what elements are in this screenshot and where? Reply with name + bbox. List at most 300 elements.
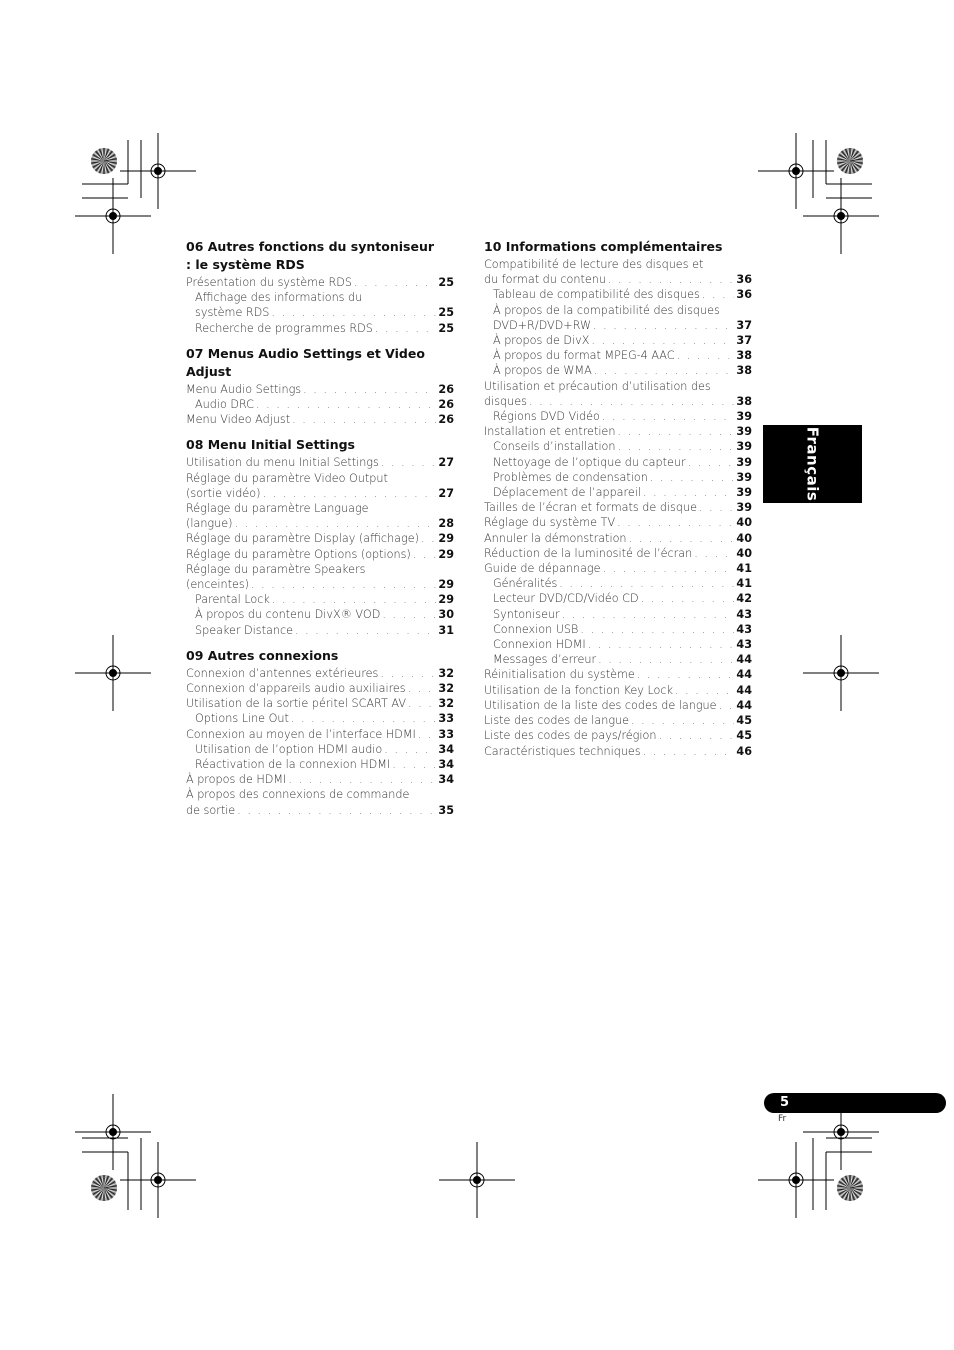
toc-entry <box>484 667 752 682</box>
toc-entry <box>186 757 454 772</box>
entry-line <box>186 531 454 546</box>
entry-text: À propos de HDMI <box>186 773 287 787</box>
dot-leader <box>588 637 735 652</box>
toc-right-column <box>484 238 752 768</box>
entry-line <box>195 623 454 638</box>
crosshair-mark <box>120 1142 196 1218</box>
toc-entry <box>484 485 752 500</box>
entry-page-number: 44 <box>736 668 752 682</box>
entry-line <box>186 562 454 577</box>
dot-leader <box>643 744 735 759</box>
toc-entry <box>484 622 752 637</box>
entry-page-number: 34 <box>438 758 454 772</box>
entry-line <box>484 257 752 272</box>
entry-text: Réglage du système TV <box>484 516 616 530</box>
dot-leader <box>694 546 734 561</box>
toc-entry <box>186 290 454 320</box>
entry-page-number: 29 <box>438 532 454 546</box>
entry-text: Options Line Out <box>195 712 289 726</box>
toc-section <box>186 436 454 637</box>
dot-leader <box>303 382 436 397</box>
dot-leader <box>580 622 734 637</box>
toc-entry <box>484 439 752 454</box>
toc-entry <box>186 772 454 787</box>
toc-entry <box>186 321 454 336</box>
rosette-mark <box>837 148 863 174</box>
entry-line <box>186 455 454 470</box>
entry-line <box>484 728 752 743</box>
entry-page-number: 25 <box>438 276 454 289</box>
toc-section <box>484 238 752 759</box>
entry-page-number: 33 <box>438 727 454 741</box>
dot-leader <box>421 531 436 546</box>
toc-entry <box>484 652 752 667</box>
entry-page-number: 44 <box>736 653 752 667</box>
section-heading: 09 Autres connexions <box>186 647 339 663</box>
entry-text: À propos du format MPEG-4 AAC <box>493 349 675 363</box>
dot-leader <box>594 363 735 378</box>
dot-leader <box>418 727 437 742</box>
dot-leader <box>256 397 436 412</box>
toc-entry <box>186 711 454 726</box>
entry-line <box>186 772 454 787</box>
entry-text: Utilisation de la sortie péritel SCART AV <box>186 697 406 711</box>
entry-page-number: 40 <box>736 546 752 560</box>
toc-entry <box>484 546 752 561</box>
dot-leader <box>593 318 734 333</box>
entry-line <box>493 591 752 606</box>
entry-text: À propos de DivX <box>493 334 590 348</box>
entry-page-number: 25 <box>438 306 454 320</box>
toc-entry <box>186 592 454 607</box>
toc-entry <box>484 333 752 348</box>
entry-text: Réglage du paramètre Options (options) <box>186 547 411 561</box>
toc-entry <box>484 515 752 530</box>
toc-left-column <box>186 238 454 827</box>
dot-leader <box>602 409 735 424</box>
toc-entry <box>186 397 454 412</box>
entry-line <box>493 485 752 500</box>
entry-text: Conseils d’installation <box>493 440 616 454</box>
toc-entry <box>484 470 752 485</box>
entry-line <box>186 501 454 516</box>
dot-leader <box>629 531 735 546</box>
toc-entry <box>484 257 752 287</box>
entry-text: Menu Audio Settings <box>186 382 302 396</box>
entry-text: Audio DRC <box>195 398 254 412</box>
entry-text: de sortie <box>186 803 236 817</box>
entry-text: Affichage des informations du <box>195 291 363 305</box>
entry-page-number: 26 <box>438 413 454 427</box>
entry-line <box>484 698 752 713</box>
entry-line <box>484 546 752 561</box>
entry-line <box>484 667 752 682</box>
entry-text: Réinitialisation du système <box>484 668 635 682</box>
entry-page-number: 32 <box>438 666 454 680</box>
entry-text: Réglage du paramètre Display (affichage) <box>186 532 419 546</box>
dot-leader <box>375 321 437 336</box>
entry-page-number: 39 <box>736 470 752 484</box>
entry-text: Guide de dépannage <box>484 562 601 576</box>
toc-entry <box>484 379 752 409</box>
toc-entry <box>186 742 454 757</box>
entry-line <box>186 727 454 742</box>
toc-entry <box>484 591 752 606</box>
entry-page-number: 41 <box>736 562 752 576</box>
section-heading: 08 Menu Initial Settings <box>186 437 355 453</box>
dot-leader <box>643 485 734 500</box>
dot-leader <box>382 607 436 622</box>
entry-line <box>195 592 454 607</box>
entry-line <box>195 607 454 622</box>
entry-page-number: 34 <box>438 742 454 756</box>
entry-text: Connexion d’antennes extérieures <box>186 666 379 680</box>
toc-section <box>186 345 454 428</box>
toc-entry <box>186 275 454 290</box>
entry-text: Menu Video Adjust <box>186 413 291 427</box>
entry-line <box>493 287 752 302</box>
entry-page-number: 33 <box>438 712 454 726</box>
entry-text: Speaker Distance <box>195 623 293 637</box>
toc-entry <box>186 727 454 742</box>
dot-leader <box>272 592 437 607</box>
entry-line <box>186 516 454 531</box>
entry-text: Utilisation de l’option HDMI audio <box>195 742 383 756</box>
entry-text: Réactivation de la connexion HDMI <box>195 758 391 772</box>
entry-text: Utilisation et précaution d’utilisation des <box>484 379 711 393</box>
toc-entry <box>484 287 752 302</box>
entry-line <box>484 515 752 530</box>
entry-text: Présentation du système RDS <box>186 276 352 289</box>
entry-line <box>186 275 454 290</box>
rosette-mark <box>837 1175 863 1201</box>
entry-page-number: 39 <box>736 501 752 515</box>
entry-page-number: 40 <box>736 516 752 530</box>
entry-line <box>186 486 454 501</box>
toc-entry <box>186 382 454 397</box>
entry-page-number: 45 <box>736 714 752 728</box>
toc-entry <box>186 501 454 531</box>
crosshair-mark <box>75 178 151 254</box>
dot-leader <box>608 272 735 287</box>
toc-entry <box>484 744 752 759</box>
rosette-mark <box>91 148 117 174</box>
entry-text: À propos des connexions de commande <box>186 788 410 802</box>
entry-text: Réglage du paramètre Language <box>186 502 369 516</box>
entry-line <box>493 470 752 485</box>
dot-leader <box>392 757 436 772</box>
entry-line <box>493 318 752 333</box>
toc-entry <box>484 348 752 363</box>
toc-entry <box>484 409 752 424</box>
toc-entry <box>484 303 752 333</box>
toc-entry <box>484 607 752 622</box>
toc-entry <box>186 607 454 622</box>
entry-line <box>195 305 454 320</box>
entry-line <box>186 577 454 592</box>
dot-leader <box>677 348 735 363</box>
entry-page-number: 41 <box>736 577 752 591</box>
entry-text: Nettoyage de l’optique du capteur <box>493 455 686 469</box>
entry-line <box>186 382 454 397</box>
dot-leader <box>291 711 437 726</box>
toc-entry <box>186 547 454 562</box>
entry-text: Utilisation de la fonction Key Lock <box>484 683 673 697</box>
entry-line <box>186 547 454 562</box>
entry-page-number: 39 <box>736 410 752 424</box>
dot-leader <box>637 667 735 682</box>
entry-page-number: 43 <box>736 607 752 621</box>
entry-line <box>484 744 752 759</box>
entry-text: système RDS <box>195 306 270 320</box>
entry-line <box>186 803 454 818</box>
dot-leader <box>591 333 734 348</box>
dot-leader <box>234 516 436 531</box>
dot-leader <box>292 412 436 427</box>
entry-page-number: 39 <box>736 440 752 454</box>
dot-leader <box>631 713 734 728</box>
toc-entry <box>484 561 752 576</box>
toc-section <box>186 647 454 818</box>
entry-line <box>484 531 752 546</box>
entry-page-number: 29 <box>438 578 454 592</box>
entry-page-number: 44 <box>736 683 752 697</box>
entry-text: Généralités <box>493 577 558 591</box>
entry-text: À propos de la compatibilité des disques <box>493 303 720 317</box>
entry-line <box>493 333 752 348</box>
entry-text: Déplacement de l’appareil <box>493 486 641 500</box>
entry-line <box>186 787 454 802</box>
language-tab-label: Français <box>803 426 822 502</box>
toc-entry <box>186 455 454 470</box>
entry-page-number: 36 <box>736 288 752 302</box>
entry-text: (sortie vidéo) <box>186 486 261 500</box>
entry-text: Caractéristiques techniques <box>484 744 641 758</box>
entry-line <box>186 681 454 696</box>
entry-page-number: 45 <box>736 729 752 743</box>
dot-leader <box>251 577 436 592</box>
entry-page-number: 29 <box>438 593 454 607</box>
entry-page-number: 39 <box>736 486 752 500</box>
entry-page-number: 39 <box>736 455 752 469</box>
entry-text: du format du contenu <box>484 273 606 287</box>
dot-leader <box>408 681 437 696</box>
entry-page-number: 37 <box>736 318 752 332</box>
crosshair-mark <box>120 133 196 209</box>
entry-line <box>186 412 454 427</box>
section-heading: 06 Autres fonctions du syntoniseur : le système RDS <box>186 239 435 272</box>
dot-leader <box>263 486 437 501</box>
entry-line <box>195 397 454 412</box>
entry-page-number: 27 <box>438 486 454 500</box>
entry-line <box>493 455 752 470</box>
entry-page-number: 44 <box>736 698 752 712</box>
page-language-code: Fr <box>778 1114 787 1124</box>
entry-text: Utilisation de la liste des codes de langue <box>484 698 717 712</box>
entry-page-number: 34 <box>438 773 454 787</box>
entry-page-number: 39 <box>736 425 752 439</box>
entry-page-number: 31 <box>438 623 454 637</box>
dot-leader <box>413 547 437 562</box>
dot-leader <box>699 500 734 515</box>
toc-entry <box>484 698 752 713</box>
toc-entry <box>484 455 752 470</box>
toc-entry <box>186 412 454 427</box>
entry-line <box>493 409 752 424</box>
rosette-mark <box>91 1175 117 1201</box>
toc-entry <box>484 424 752 439</box>
entry-line <box>484 713 752 728</box>
entry-text: disques <box>484 394 527 408</box>
entry-text: Réglage du paramètre Video Output <box>186 471 388 485</box>
entry-text: Tailles de l’écran et formats de disque <box>484 501 697 515</box>
entry-text: Réglage du paramètre Speakers <box>186 562 366 576</box>
entry-line <box>195 290 454 305</box>
crosshair-mark <box>439 1142 515 1218</box>
entry-text: (enceintes) <box>186 578 250 592</box>
entry-text: Recherche de programmes RDS <box>195 321 373 335</box>
section-heading: 07 Menus Audio Settings et Video Adjust <box>186 345 425 379</box>
dot-leader <box>381 455 437 470</box>
dot-leader <box>641 591 735 606</box>
entry-text: Annuler la démonstration <box>484 531 627 545</box>
entry-page-number: 30 <box>438 608 454 622</box>
entry-line <box>493 303 752 318</box>
dot-leader <box>559 576 734 591</box>
entry-page-number: 35 <box>438 803 454 817</box>
dot-leader <box>603 561 735 576</box>
entry-line <box>484 379 752 394</box>
toc-entry <box>186 666 454 681</box>
entry-line <box>493 439 752 454</box>
entry-line <box>493 607 752 622</box>
entry-line <box>484 683 752 698</box>
toc-entry <box>484 576 752 591</box>
entry-line <box>493 348 752 363</box>
toc-entry <box>484 637 752 652</box>
entry-text: DVD+R/DVD+RW <box>493 318 592 332</box>
entry-text: Lecteur DVD/CD/Vidéo CD <box>493 592 639 606</box>
entry-line <box>186 471 454 486</box>
entry-text: Installation et entretien <box>484 425 616 439</box>
entry-text: À propos du contenu DivX® VOD <box>195 608 381 622</box>
entry-page-number: 38 <box>736 394 752 408</box>
crosshair-mark <box>803 635 879 711</box>
entry-line <box>195 711 454 726</box>
entry-line <box>195 321 454 336</box>
entry-line <box>484 561 752 576</box>
dot-leader <box>675 683 734 698</box>
entry-line <box>186 696 454 711</box>
entry-text: Régions DVD Vidéo <box>493 410 600 424</box>
entry-page-number: 43 <box>736 622 752 636</box>
toc-entry <box>484 363 752 378</box>
toc-entry <box>484 500 752 515</box>
toc-entry <box>186 562 454 592</box>
entry-page-number: 28 <box>438 517 454 531</box>
entry-text: Liste des codes de langue <box>484 714 630 728</box>
crosshair-mark <box>75 635 151 711</box>
entry-page-number: 26 <box>438 398 454 412</box>
entry-page-number: 25 <box>438 321 454 335</box>
entry-line <box>493 576 752 591</box>
entry-text: Messages d’erreur <box>493 653 597 667</box>
entry-page-number: 32 <box>438 682 454 696</box>
entry-text: Parental Lock <box>195 593 270 607</box>
dot-leader <box>598 652 734 667</box>
dot-leader <box>380 666 436 681</box>
entry-text: Compatibilité de lecture des disques et <box>484 258 704 271</box>
dot-leader <box>354 275 436 290</box>
entry-page-number: 26 <box>438 382 454 396</box>
entry-text: Utilisation du menu Initial Settings <box>186 456 379 470</box>
toc-entry <box>186 696 454 711</box>
toc-entry <box>484 531 752 546</box>
entry-line <box>493 622 752 637</box>
entry-page-number: 38 <box>736 364 752 378</box>
dot-leader <box>237 803 436 818</box>
dot-leader <box>658 728 734 743</box>
dot-leader <box>288 772 436 787</box>
entry-text: Syntoniseur <box>493 607 560 621</box>
entry-page-number: 46 <box>736 744 752 758</box>
toc-entry <box>186 471 454 501</box>
entry-line <box>493 637 752 652</box>
entry-text: Connexion d’appareils audio auxiliaires <box>186 682 406 696</box>
toc-entry <box>186 681 454 696</box>
entry-line <box>484 424 752 439</box>
dot-leader <box>650 470 735 485</box>
entry-page-number: 36 <box>736 273 752 287</box>
dot-leader <box>702 287 735 302</box>
entry-page-number: 38 <box>736 349 752 363</box>
crosshair-mark <box>75 1094 151 1170</box>
entry-line <box>195 742 454 757</box>
toc-entry <box>484 713 752 728</box>
entry-line <box>195 757 454 772</box>
dot-leader <box>617 515 734 530</box>
page-number-badge <box>764 1093 946 1113</box>
crosshair-mark <box>758 133 834 209</box>
entry-page-number: 37 <box>736 334 752 348</box>
dot-leader <box>618 439 735 454</box>
entry-text: Liste des codes de pays/région <box>484 729 657 743</box>
toc-section <box>186 238 454 336</box>
entry-line <box>484 500 752 515</box>
toc-entry <box>186 787 454 817</box>
entry-text: Connexion USB <box>493 622 579 636</box>
dot-leader <box>719 698 735 713</box>
entry-text: À propos de WMA <box>493 364 592 378</box>
dot-leader <box>295 623 436 638</box>
entry-text: Réduction de la luminosité de l’écran <box>484 546 693 560</box>
toc-entry <box>186 531 454 546</box>
toc-entry <box>186 623 454 638</box>
entry-text: Problèmes de condensation <box>493 470 648 484</box>
entry-text: Connexion au moyen de l’interface HDMI <box>186 727 416 741</box>
dot-leader <box>271 305 436 320</box>
crosshair-mark <box>803 178 879 254</box>
entry-line <box>484 272 752 287</box>
section-heading: 10 Informations complémentaires <box>484 239 723 254</box>
entry-line <box>493 363 752 378</box>
dot-leader <box>529 394 734 409</box>
entry-line <box>493 652 752 667</box>
entry-line <box>186 666 454 681</box>
entry-page-number: 29 <box>438 547 454 561</box>
dot-leader <box>617 424 734 439</box>
entry-page-number: 27 <box>438 456 454 470</box>
